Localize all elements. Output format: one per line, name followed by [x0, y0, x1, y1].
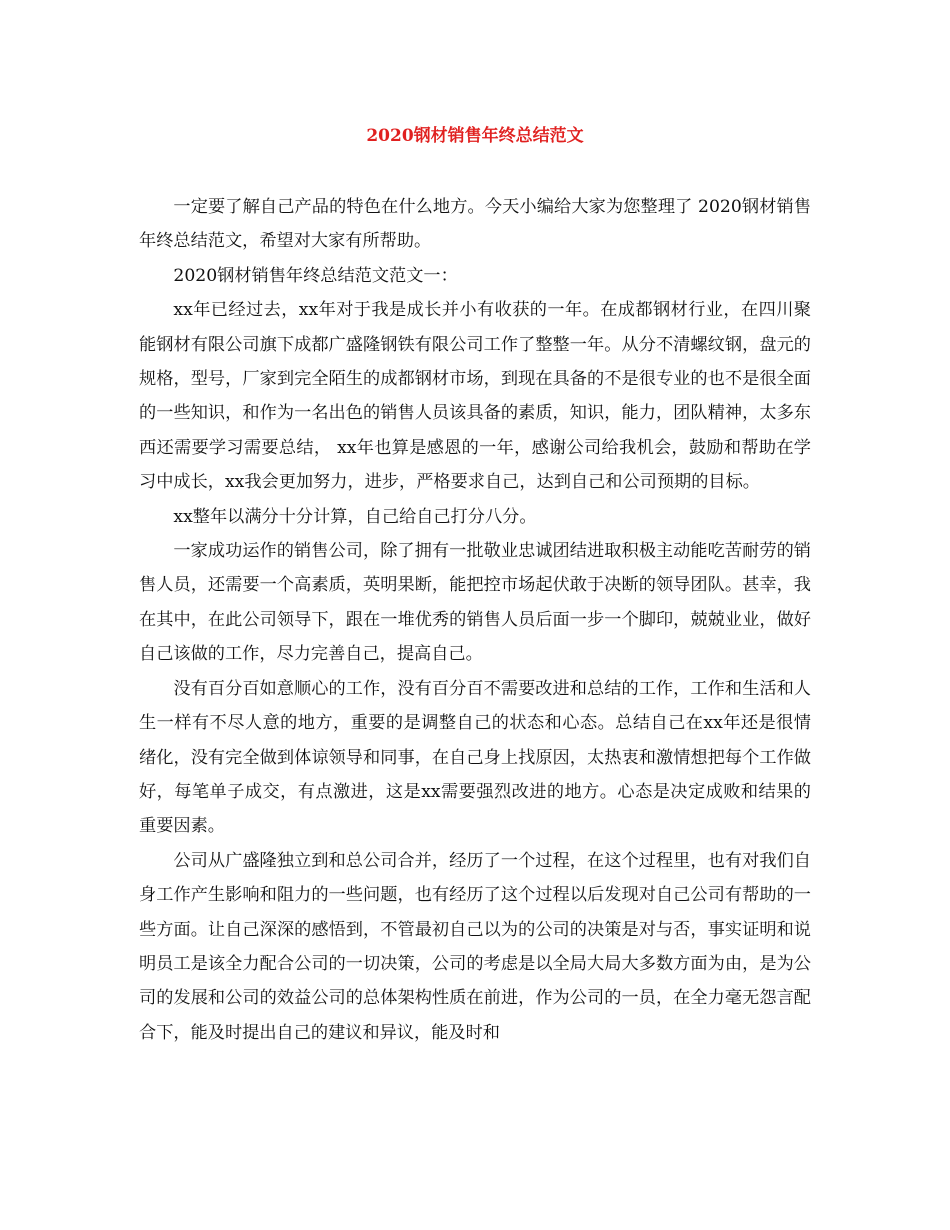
paragraph-self-score: xx整年以满分十分计算，自己给自己打分八分。 — [173, 506, 537, 527]
paragraph-intro: 一定要了解自己产品的特色在什么地方。今天小编给大家为您整理了 2020钢材销售年终总结范文，希望对大家有所帮助。 — [139, 197, 811, 252]
paragraph-team: 一家成功运作的销售公司，除了拥有一批敬业忠诚团结进取积极主动能吃苦耐劳的销售人员，还需要一个高素质，英明果断，能把控市场起伏敢于决断的领导团队。甚幸，我在其中，在此公司领导下，跟在一堆优秀的销售人员后面一步一个脚印，兢兢业业，做好自己该做的工作，尽力完善自己，提高自己。 — [139, 541, 811, 665]
document-body — [139, 190, 811, 1050]
paragraph-year-review: xx年已经过去，xx年对于我是成长并小有收获的一年。在成都钢材行业，在四川聚能钢材有限公司旗下成都广盛隆钢铁有限公司工作了整整一年。从分不清螺纹钢，盘元的规格，型号，厂家到完全陌生的成都钢材市场，到现在具备的不是很专业的也不是很全面的一些知识，和作为一名出色的销售人员该具备的素质，知识，能力，团队精神，太多东西还需要学习需要总结， xx年也算是感恩的一年，感谢公司给我机会，鼓励和帮助在学习中成长，xx我会更加努力，进步，严格要求自己，达到自己和公司预期的目标。 — [139, 300, 811, 493]
paragraph-company-merge: 公司从广盛隆独立到和总公司合并，经历了一个过程，在这个过程里，也有对我们自身工作产生影响和阻力的一些问题，也有经历了这个过程以后发现对自己公司有帮助的一些方面。让自己深深的感悟到，不管最初自己以为的公司的决策是对与否，事实证明和说明员工是该全力配合公司的一切决策，公司的考虑是以全局大局大多数方面为由，是为公司的发展和公司的效益公司的总体架构性质在前进，作为公司的一员，在全力毫无怨言配合下，能及时提出自己的建议和异议，能及时和 — [139, 850, 811, 1043]
paragraph-improvement: 没有百分百如意顺心的工作，没有百分百不需要改进和总结的工作，工作和生活和人生一样有不尽人意的地方，重要的是调整自己的状态和心态。总结自己在xx年还是很情绪化，没有完全做到体谅领导和同事，在自己身上找原因，太热衷和激情想把每个工作做好，每笔单子成交，有点激进，这是xx需要强烈改进的地方。心态是决定成败和结果的重要因素。 — [139, 678, 811, 837]
paragraph-section-heading: 2020钢材销售年终总结范文范文一： — [173, 265, 458, 286]
document-title: 2020钢材销售年终总结范文 — [366, 126, 584, 146]
